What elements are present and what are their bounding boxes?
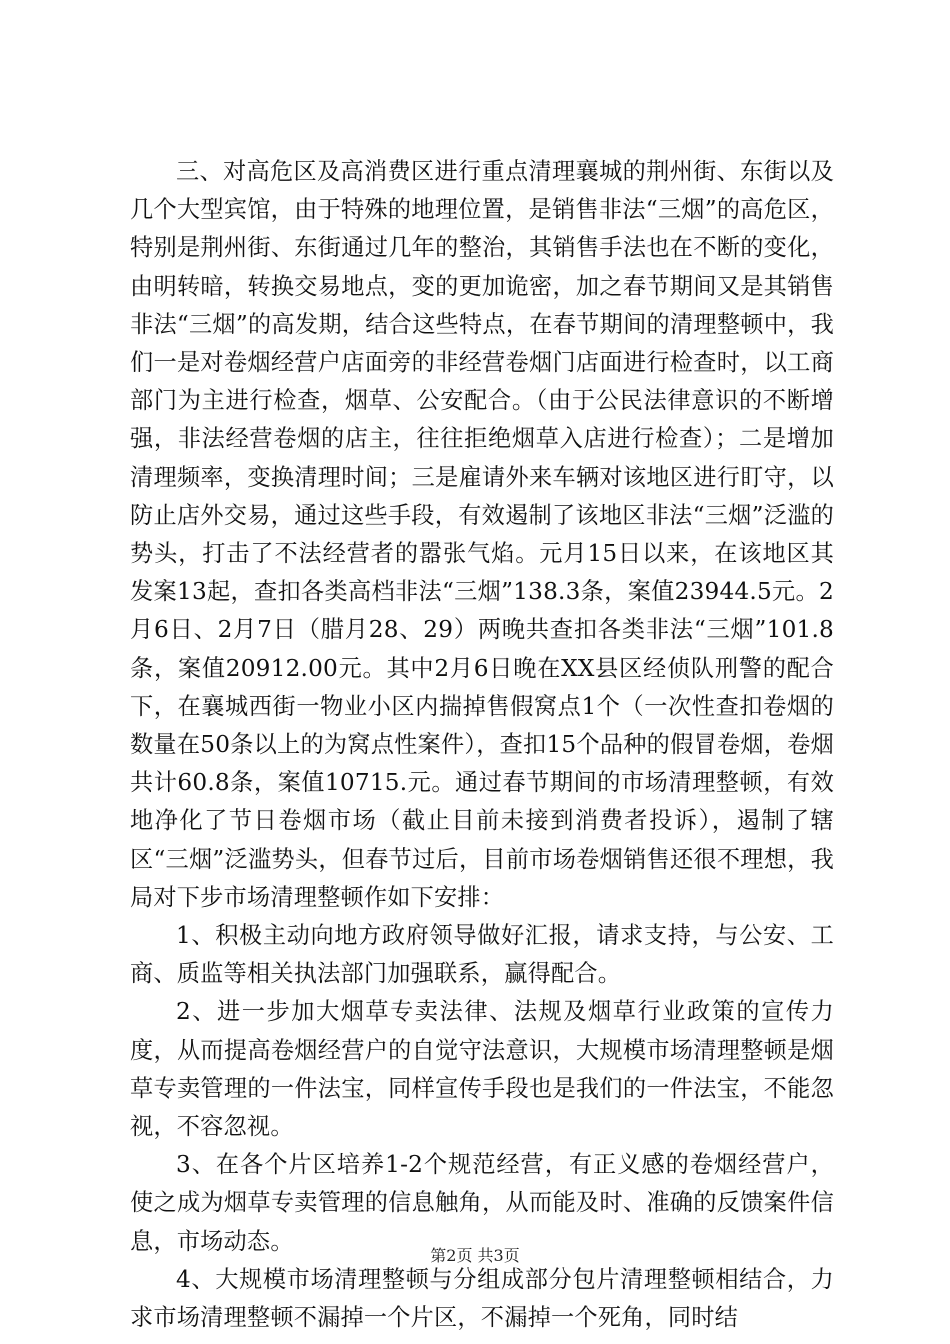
- paragraph-item-1: 1、积极主动向地方政府领导做好汇报，请求支持，与公安、工商、质监等相关执法部门加强联系，赢得配合。: [130, 922, 834, 988]
- paragraph-item-3: 3、在各个片区培养1-2个规范经营，有正义感的卷烟经营户，使之成为烟草专卖管理的信息触角，从而能及时、准确的反馈案件信息，市场动态。: [130, 1151, 834, 1255]
- page-footer: 第2页 共3页: [430, 1246, 520, 1265]
- document-body: [130, 153, 834, 1337]
- paragraph-item-4: 4、大规模市场清理整顿与分组成部分包片清理整顿相结合，力求市场清理整顿不漏掉一个片区，不漏掉一个死角，同时结: [130, 1265, 834, 1332]
- paragraph-item-2: 2、进一步加大烟草专卖法律、法规及烟草行业政策的宣传力度，从而提高卷烟经营户的自觉守法意识，大规模市场清理整顿是烟草专卖管理的一件法宝，同样宣传手段也是我们的一件法宝，不能忽视，不容忽视。: [130, 998, 834, 1141]
- paragraph-high-risk-areas: 三、对高危区及高消费区进行重点清理襄城的荆州街、东街以及几个大型宾馆，由于特殊的地理位置，是销售非法“三烟”的高危区，特别是荆州街、东街通过几年的整治，其销售手法也在不断的变化，由明转暗，转换交易地点，变的更加诡密，加之春节期间又是其销售非法“三烟”的高发期，结合这些特点，在春节期间的清理整顿中，我们一是对卷烟经营户店面旁的非经营卷烟门店面进行检查时，以工商部门为主进行检查，烟草、公安配合。（由于公民法律意识的不断增强，非法经营卷烟的店主，往往拒绝烟草入店进行检查）；二是增加清理频率，变换清理时间；三是雇请外来车辆对该地区进行盯守，以防止店外交易，通过这些手段，有效遏制了该地区非法“三烟”泛滥的势头，打击了不法经营者的嚣张气焰。元月15日以来，在该地区其发案13起，查扣各类高档非法“三烟”138.3条，案值23944.5元。2月6日、2月7日（腊月28、29）两晚共查扣各类非法“三烟”101.8条，案值20912.00元。其中2月6日晚在XX县区经侦队刑警的配合下，在襄城西街一物业小区内揣掉售假窝点1个（一次性查扣卷烟的数量在50条以上的为窝点性案件），查扣15个品种的假冒卷烟，卷烟共计60.8条，案值10715.元。通过春节期间的市场清理整顿，有效地净化了节日卷烟市场（截止目前未接到消费者投诉），遏制了辖区“三烟”泛滥势头，但春节过后，目前市场卷烟销售还很不理想，我局对下步市场清理整顿作如下安排：: [130, 158, 834, 911]
